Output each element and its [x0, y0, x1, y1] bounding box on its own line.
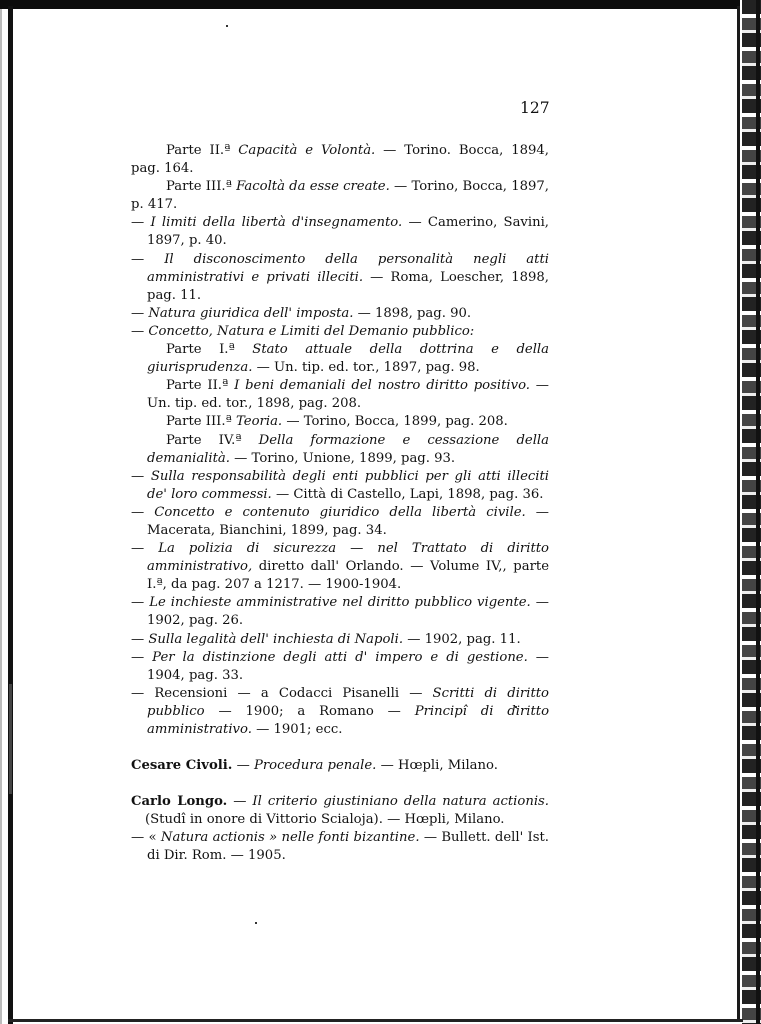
scan-border-right-line	[756, 0, 760, 1024]
scan-border-bottom	[8, 1019, 743, 1022]
bibliography-entry: — I limiti della libertà d'insegnamento. — Camerino, Savini, 1897, p. 40.	[131, 215, 550, 249]
author-section-civoli	[131, 757, 549, 775]
bibliography-entry: — La polizia di sicurezza — nel Trattato di diritto amministrativo, diretto dall' Orlando. — Volume IV,, parte I.ª, da pag. 207 a 1217. — 1900-1904.	[131, 541, 549, 593]
bibliography-entry: — Le inchieste amministrative nel diritto pubblico vigente. — 1902, pag. 26.	[131, 595, 549, 629]
scan-speck	[226, 25, 228, 27]
scan-speck	[255, 922, 257, 924]
scan-border-top	[0, 0, 740, 9]
bibliography-entry: — Concetto, Natura e Limiti del Demanio pubblico:	[131, 323, 475, 339]
author-section-longo	[131, 793, 549, 865]
scan-mark-left	[9, 684, 12, 794]
bibliography-subentry: Parte I.ª Stato attuale della dottrina e della giurisprudenza. — Un. tip. ed. tor., 1897, pag. 98.	[147, 342, 549, 376]
scan-border-left	[8, 6, 13, 1024]
bibliography-entry: — Il disconoscimento della personalità negli atti amministrativi e privati illeciti. — Roma, Loescher, 1898, pag. 11.	[131, 251, 549, 303]
bibliography-entry: — Per la distinzione degli atti d' impero e di gestione. — 1904, pag. 33.	[131, 649, 549, 683]
bibliography-entry: — Concetto e contenuto giuridico della libertà civile. — Macerata, Bianchini, 1899, pag. 34.	[131, 504, 549, 538]
author-name: Carlo Longo.	[131, 794, 228, 810]
bibliography-entry: — Sulla legalità dell' inchiesta di Napoli. — 1902, pag. 11.	[131, 631, 521, 647]
bibliography-subentry: Parte II.ª I beni demaniali del nostro diritto positivo. — Un. tip. ed. tor., 1898, pag. 208.	[147, 378, 549, 412]
scan-edge-left-outer	[0, 0, 2, 1024]
bibliography-entry: — « Natura actionis » nelle fonti bizantine. — Bullett. dell' Ist. di Dir. Rom. — 1905.	[131, 830, 550, 864]
recensioni-entry: — Recensioni — a Codacci Pisanelli — Scritti di diritto pubblico — 1900; a Romano — Principî di diritto amministrativo. — 1901; ecc.	[131, 685, 550, 737]
bibliography-entry: Parte III.ª Facoltà da esse create. — Torino, Bocca, 1897, p. 417.	[131, 179, 549, 213]
bibliography-entry: Parte II.ª Capacità e Volontà. — Torino. Bocca, 1894, pag. 164.	[131, 143, 550, 177]
bibliography-subentry: Parte III.ª Teoria. — Torino, Bocca, 1899, pag. 208.	[166, 414, 508, 430]
author-entry: Cesare Civoli. — Procedura penale. — Hœpli, Milano.	[131, 758, 498, 774]
scan-border-right-inner	[737, 6, 740, 1020]
page-number: 127	[520, 99, 550, 117]
author-entry: Carlo Longo. — Il criterio giustiniano della natura actionis. (Studî in onore di Vittorio Scialoja). — Hœpli, Milano.	[131, 794, 549, 828]
bibliography-subentry: Parte IV.ª Della formazione e cessazione della demanialità. — Torino, Unione, 1899, pag. 93.	[147, 432, 549, 466]
bibliography-list	[131, 142, 549, 866]
bibliography-entry: — Sulla responsabilità degli enti pubblici per gli atti illeciti de' loro commessi. — Città di Castello, Lapi, 1898, pag. 36.	[131, 468, 549, 502]
bibliography-entry: — Natura giuridica dell' imposta. — 1898, pag. 90.	[131, 305, 472, 321]
author-name: Cesare Civoli.	[131, 758, 233, 774]
